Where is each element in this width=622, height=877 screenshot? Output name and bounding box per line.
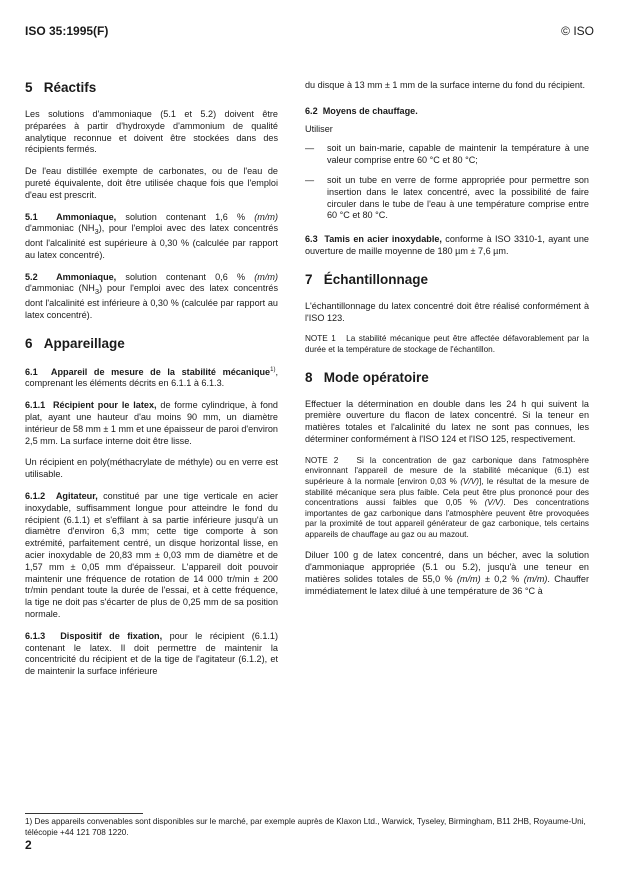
- section-5-heading: 5 Réactifs: [25, 80, 97, 95]
- clause-6-2: 6.2 Moyens de chauffage.: [305, 105, 418, 116]
- clause-5-1: 5.1 Ammoniaque, solution contenant 1,6 % (m/m) d'ammoniac $(NH_3)$, pour l'emploi avec des latex concentrés dont l'alcalinité est supérieure à 0,30 % (calculée par rapport au latex concentré).: [25, 211, 278, 260]
- note-1: NOTE 1 La stabilité mécanique peut être affectée défavorablement par la durée et la température de stockage de l'échantillon.: [305, 334, 589, 354]
- document-id: ISO 35:1995(F): [25, 24, 109, 38]
- clause-6-3: 6.3 Tamis en acier inoxydable, conforme à ISO 3310-1, ayant une ouverture de maille moyenne de 180 µm ± 7,6 µm.: [305, 234, 589, 256]
- paragraph: Un récipient en poly(méthacrylate de méthyle) ou en verre est utilisable.: [25, 457, 278, 480]
- clause-5-2: 5.2 Ammoniaque, solution contenant 0,6 % (m/m) d'ammoniac $(NH_3)$ pour l'emploi avec des latex concentrés dont l'alcalinité est inférieure à 0,30 % (calculée par rapport au latex concentré).: [25, 271, 278, 320]
- paragraph: Effectuer la détermination en double dans les 24 h qui suivent la première ouverture du flacon de latex concentré. Si la teneur en matières totales et l'alcalinité du latex ne sont pas connues, les déterminer conformément à l'ISO 124 et l'ISO 125, respectivement.: [305, 398, 589, 444]
- section-7-heading: 7 Échantillonnage: [305, 271, 429, 287]
- left-column: [25, 80, 278, 688]
- note-2: NOTE 2 Si la concentration de gaz carbonique dans l'atmosphère environnant l'appareil de mesure de la stabilité mécanique (6.1) est supérieure à la normale [environ 0,03 % (V/V)], le résultat de la mesure de stabilité mécanique sera plus faible. Cela peut être plus prononcé pour des concentrations aussi faibles que 0,05 % (V/V). Des concentrations importantes de gaz carbonique dans l'atmosphère peuvent être provoquées par la proximité de tout appareil générateur de gaz carbonique, tels certains appareils de chauffage au gaz ou au mazout.: [305, 455, 589, 539]
- paragraph: Les solutions d'ammoniaque (5.1 et 5.2) doivent être préparées à partir d'hydroxyde d'ammonium de qualité analytique reconnue et doivent être stockées dans des récipients fermés.: [25, 109, 278, 155]
- clause-6-1: 6.1 Appareil de mesure de la stabilité mécanique$^{1)}$, comprenant les éléments décrits en 6.1.1 à 6.1.3.: [25, 366, 278, 389]
- footnote-rule: [25, 813, 143, 814]
- paragraph: Diluer 100 g de latex concentré, dans un bécher, avec la solution d'ammoniaque appropriée (5.1 ou 5.2), jusqu'à une teneur en matières solides totales de 55,0 % (m/m) ± 0,2 % (m/m). Chauffer immédiatement le latex dilué à une température de 36 °C à: [305, 550, 589, 596]
- section-8-heading: 8 Mode opératoire: [305, 369, 429, 385]
- right-column: [305, 80, 589, 608]
- copyright-mark: © ISO: [561, 24, 594, 38]
- clause-6-1-1: 6.1.1 Récipient pour le latex, de forme cylindrique, à fond plat, ayant une hauteur d'au moins 90 mm, un diamètre intérieur de 58 mm ± 1 mm et une épaisseur de paroi d'environ 2,5 mm. La surface interne doit être lisse.: [25, 400, 278, 446]
- footnote: 1) Des appareils convenables sont disponibles sur le marché, par exemple auprès de Klaxon Ltd., Warwick, Tyseley, Birmingham, B11 2HB, Royaume-Uni, télécopie +44 121 708 1220.: [25, 817, 586, 837]
- page-number: 2: [25, 838, 32, 852]
- list-item: — soit un bain-marie, capable de maintenir la température à une valeur comprise entre 60 °C et 80 °C;: [305, 143, 589, 166]
- clause-6-1-2: 6.1.2 Agitateur, constitué par une tige verticale en acier inoxydable, suffisamment longue pour atteindre le fond du récipient (6.1.1) et s'effilant à sa partie inférieure jusqu'à un diamètre d'environ 6,3 mm; cette tige comporte à son extrémité, parfaitement centré, un disque horizontal lisse, en acier inoxydable de 20,83 mm ± 0,03 mm de diamètre et de 1,57 mm ± 0,05 mm d'épaisseur. L'appareil doit pouvoir maintenir une fréquence de rotation de 14 000 tr/min ± 200 tr/min pendant toute la durée de l'essai, et à cette fréquence, la tige ne doit pas s'écarter de plus de 0,25 mm de sa position normale.: [25, 490, 278, 619]
- paragraph: L'échantillonnage du latex concentré doit être réalisé conformément à l'ISO 123.: [305, 300, 589, 323]
- list-item: — soit un tube en verre de forme appropriée pour permettre son insertion dans le latex concentré, avec la possibilité de faire circuler dans le tube de l'eau à une température comprise entre 60 °C et 80 °C.: [305, 174, 589, 221]
- section-6-heading: 6 Appareillage: [25, 335, 125, 351]
- paragraph: Utiliser: [305, 123, 333, 134]
- clause-6-1-3: 6.1.3 Dispositif de fixation, pour le récipient (6.1.1) contenant le latex. Il doit permettre de maintenir la concentricité du récipient et de la tige de l'agitateur (6.1.2), et de maintenir la surface inférieure: [25, 630, 278, 677]
- paragraph: De l'eau distillée exempte de carbonates, ou de l'eau de pureté équivalente, doit être utilisée chaque fois que l'emploi d'eau est prescrit.: [25, 166, 278, 200]
- paragraph: du disque à 13 mm ± 1 mm de la surface interne du fond du récipient.: [305, 80, 585, 90]
